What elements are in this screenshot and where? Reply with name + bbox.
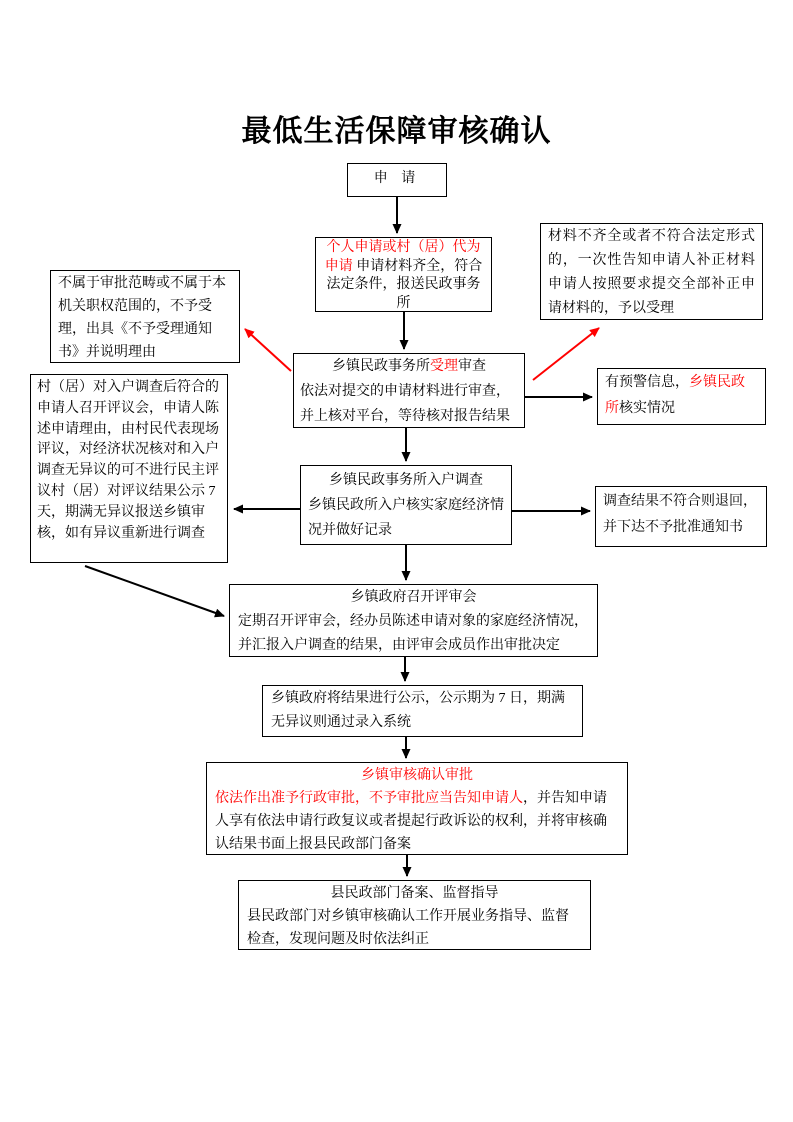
node-county-record-title: 县民政部门备案、监督指导 xyxy=(330,886,499,901)
node-accept-review-title-red: 受理 xyxy=(430,359,458,374)
node-county-record-body: 县民政部门对乡镇审核确认工作开展业务指导、监督检查，发现问题及时依法纠正 xyxy=(247,909,569,947)
page-title: 最低生活保障审核确认 xyxy=(241,115,552,148)
node-apply xyxy=(347,163,447,197)
node-personal-apply-black-text: 申请材料齐全，符合法定条件，报送民政事务所 xyxy=(326,258,483,311)
node-warning-info xyxy=(597,368,766,425)
node-village-review-text: 村（居）对入户调查后符合的申请人召开评议会，申请人陈述申请理由，由村民代表现场评议，对经济状况核对和入户调查无异议的可不进行民主评议村（居）对评议结果公示 7 天，期满无异议报送乡镇审核，如有异议重新进行调查 xyxy=(37,380,219,541)
node-village-review xyxy=(30,374,228,563)
node-personal-apply-red-text: 个人申请或村（居）代为申请 xyxy=(324,240,481,274)
arrow-accept-to-notaccept-red xyxy=(245,329,291,371)
node-confirm-approval-title: 乡镇审核确认审批 xyxy=(361,768,473,783)
node-household-survey xyxy=(300,465,512,545)
node-review-meeting-title: 乡镇政府召开评审会 xyxy=(350,590,477,605)
node-warning-info-suffix: 核实情况 xyxy=(619,401,675,416)
node-apply-label: 申 请 xyxy=(373,171,421,186)
node-warning-info-prefix: 有预警信息， xyxy=(605,375,689,390)
node-accept-review-title-suffix: 审查 xyxy=(458,359,486,374)
node-publicity xyxy=(262,685,583,737)
node-not-accepted-text: 不属于审批范畴或不属于本机关职权范围的，不予受理，出具《不予受理通知书》并说明理由 xyxy=(58,276,226,360)
node-warning-info-red: 乡镇民政所 xyxy=(605,375,745,416)
node-household-survey-title: 乡镇民政事务所入户调查 xyxy=(329,473,483,488)
node-survey-fail xyxy=(595,486,767,547)
node-household-survey-body: 乡镇民政所入户核实家庭经济情况并做好记录 xyxy=(308,498,504,538)
node-personal-apply xyxy=(315,237,492,312)
node-materials-incomplete-text: 材料不齐全或者不符合法定形式的，一次性告知申请人补正材料申请人按照要求提交全部补正申请材料的，予以受理 xyxy=(548,229,755,316)
node-accept-review-body: 依法对提交的申请材料进行审查，并上核对平台，等待核对报告结果 xyxy=(300,384,510,424)
node-confirm-approval xyxy=(206,762,628,855)
node-review-meeting xyxy=(229,584,598,657)
node-accept-review xyxy=(293,353,525,428)
node-county-record xyxy=(238,880,591,950)
node-survey-fail-text: 调查结果不符合则退回，并下达不予批准通知书 xyxy=(603,494,757,535)
arrow-village-to-meeting xyxy=(85,566,224,616)
node-materials-incomplete xyxy=(540,223,763,320)
node-confirm-approval-red-body: 依法作出准予行政审批，不予审批应当告知申请人 xyxy=(215,791,523,806)
node-not-accepted xyxy=(50,270,240,363)
node-accept-review-title-prefix: 乡镇民政事务所 xyxy=(332,359,430,374)
arrow-accept-to-materials-red xyxy=(533,328,599,380)
node-confirm-approval-black-body: ，并告知申请人享有依法申请行政复议或者提起行政诉讼的权利，并将审核确认结果书面上报县民政部门备案 xyxy=(215,791,607,852)
node-review-meeting-body: 定期召开评审会，经办员陈述申请对象的家庭经济情况，并汇报入户调查的结果，由评审会成员作出审批决定 xyxy=(238,614,588,653)
node-accept-review-title xyxy=(300,354,518,379)
node-publicity-text: 乡镇政府将结果进行公示，公示期为 7 日，期满无异议则通过录入系统 xyxy=(271,691,565,730)
